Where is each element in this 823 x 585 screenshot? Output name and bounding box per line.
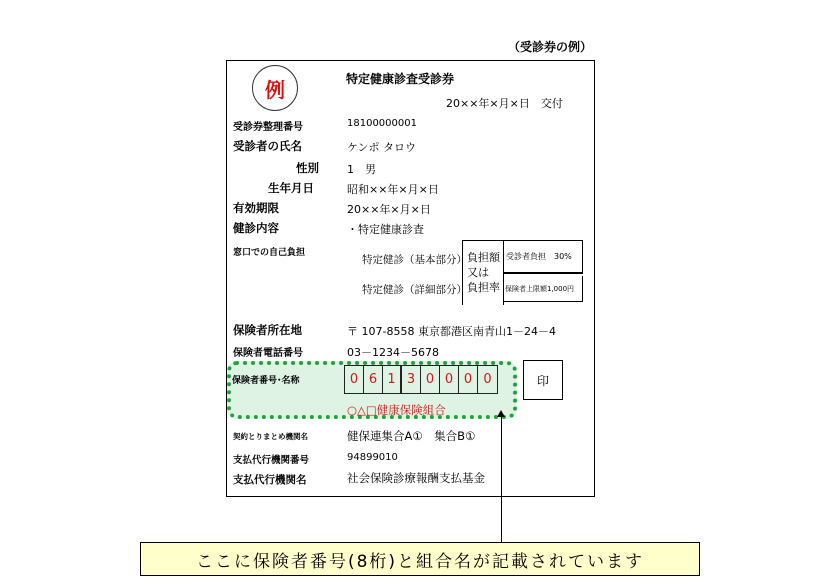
expiry-label: 有効期限: [233, 201, 279, 215]
payment-agency-number-label: 支払代行機関番号: [233, 455, 310, 466]
digit-2: 6: [364, 366, 383, 393]
collection-agency-value: 健保連集合A① 集合B①: [347, 429, 476, 443]
payment-agency-number-value: 94899010: [347, 452, 398, 463]
union-name: ○△□健康保険組合: [347, 403, 446, 417]
insurer-address-value: 〒 107-8558 東京都港区南青山1－24－4: [347, 325, 556, 338]
detail-burden-value: 保険者上限額1,000円: [505, 284, 575, 293]
expiry-value: 20××年×月×日: [347, 203, 431, 216]
payment-agency-name-label: 支払代行機関名: [233, 474, 307, 486]
name-value: ケンポ タロウ: [347, 141, 416, 154]
burden-header-line2: 又は: [467, 266, 489, 279]
detail-burden-cell: [503, 276, 583, 302]
caption: （受診券の例）: [508, 40, 593, 54]
digit-7: 0: [459, 366, 478, 393]
gender-label: 性別: [296, 161, 319, 175]
ticket-number-label: 受診券整理番号: [233, 122, 303, 133]
form-title: 特定健康診査受診券: [346, 72, 455, 86]
self-pay-label: 窓口での自己負担: [233, 248, 306, 258]
insurer-number-label: 保険者番号･名称: [232, 376, 300, 386]
basic-burden-cell: [503, 240, 583, 274]
example-stamp-text: 例: [265, 77, 285, 102]
detail-checkup-item: 特定健診（詳細部分）: [362, 284, 467, 296]
digit-4: 3: [402, 366, 421, 393]
payment-agency-name-value: 社会保険診療報酬支払基金: [347, 471, 485, 485]
ticket-number-value: 18100000001: [347, 118, 417, 129]
insurer-phone-label: 保険者電話番号: [233, 348, 303, 359]
basic-burden-value: 受診者負担 30%: [506, 252, 572, 261]
issue-date: 20××年×月×日 交付: [446, 97, 563, 110]
burden-header-cell: [462, 240, 504, 305]
burden-header-line1: 負担額: [467, 251, 500, 264]
gender-value: 1 男: [347, 163, 376, 176]
example-stamp: [252, 65, 298, 111]
digit-3: 1: [383, 366, 402, 393]
seal-box: [523, 360, 563, 400]
name-label: 受診者の氏名: [233, 139, 302, 153]
note-text: ここに保険者番号(8桁)と組合名が記載されています: [195, 551, 645, 572]
insurer-address-label: 保険者所在地: [233, 323, 302, 337]
digit-6: 0: [440, 366, 459, 393]
insurer-number-digits: [344, 365, 498, 394]
digit-5: 0: [421, 366, 440, 393]
collection-agency-label: 契約とりまとめ機関名: [233, 432, 308, 441]
seal-text: 印: [536, 373, 549, 388]
birthdate-label: 生年月日: [268, 181, 314, 195]
birthdate-value: 昭和××年×月×日: [347, 183, 439, 196]
checkup-content-label: 健診内容: [233, 221, 279, 235]
note-callout: [140, 542, 700, 576]
digit-8: 0: [483, 372, 492, 387]
pointer-line: [501, 415, 502, 542]
checkup-content-value: ・特定健康診査: [347, 223, 424, 236]
insurer-phone-value: 03－1234－5678: [347, 346, 439, 359]
burden-header-line3: 負担率: [467, 281, 500, 294]
digit-1: 0: [345, 366, 364, 393]
basic-checkup-item: 特定健診（基本部分）: [362, 254, 467, 266]
